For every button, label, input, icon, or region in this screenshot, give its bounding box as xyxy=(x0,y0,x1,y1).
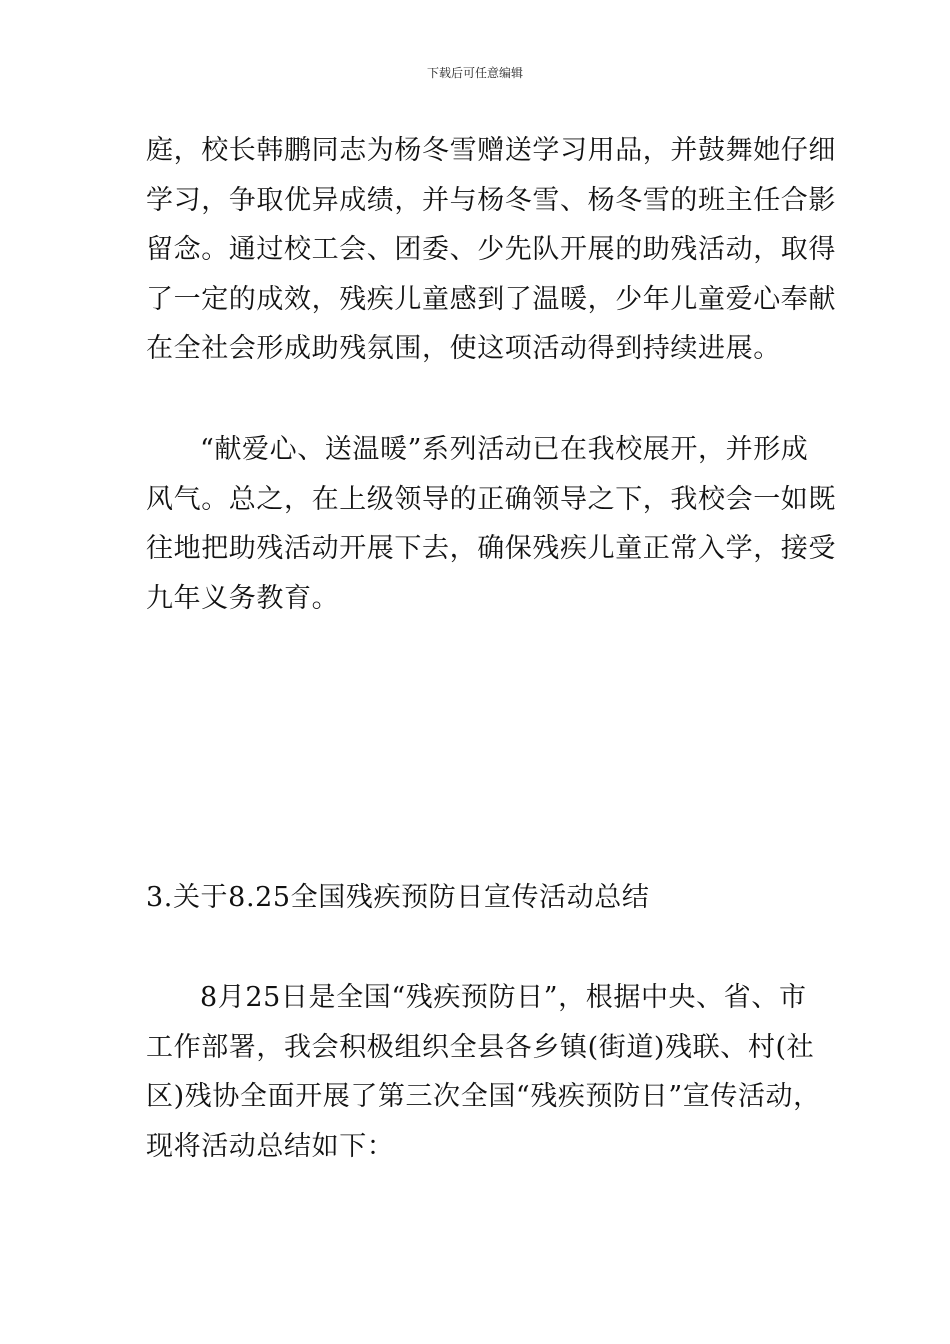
page-header-note: 下载后可任意编辑 xyxy=(426,66,523,80)
paragraph-line: 学习，争取优异成绩，并与杨冬雪、杨冬雪的班主任合影 xyxy=(146,184,836,216)
section-heading-text: 3.关于8.25全国残疾预防日宣传活动总结 xyxy=(146,882,650,913)
paragraph-line: 区)残协全面开展了第三次全国“残疾预防日”宣传活动， xyxy=(146,1081,821,1112)
paragraph-line: 庭，校长韩鹏同志为杨冬雪赠送学习用品，并鼓舞她仔细 xyxy=(146,135,836,166)
paragraph-line: 现将活动总结如下： xyxy=(146,1130,395,1162)
paragraph-activity-summary xyxy=(146,425,836,623)
paragraph-line: 留念。通过校工会、团委、少先队开展的助残活动，取得 xyxy=(146,234,836,265)
section-heading xyxy=(146,873,810,923)
paragraph-line: 了一定的成效，残疾儿童感到了温暖，少年儿童爱心奉献 xyxy=(146,283,836,315)
paragraph-line: “献爱心、送温暖”系列活动已在我校展开，并形成 xyxy=(200,434,809,465)
paragraph-line: 8月25日是全国“残疾预防日”，根据中央、省、市 xyxy=(200,982,807,1013)
paragraph-closing-of-previous-section xyxy=(146,126,836,374)
paragraph-line: 往地把助残活动开展下去，确保残疾儿童正常入学，接受 xyxy=(146,533,836,564)
paragraph-prevention-day-intro xyxy=(146,973,821,1171)
paragraph-line: 九年义务教育。 xyxy=(146,582,340,614)
paragraph-line: 在全社会形成助残氛围，使这项活动得到持续进展。 xyxy=(146,333,781,364)
paragraph-line: 风气。总之，在上级领导的正确领导之下，我校会一如既 xyxy=(146,483,836,515)
paragraph-line: 工作部署，我会积极组织全县各乡镇(街道)残联、村(社 xyxy=(146,1031,815,1063)
